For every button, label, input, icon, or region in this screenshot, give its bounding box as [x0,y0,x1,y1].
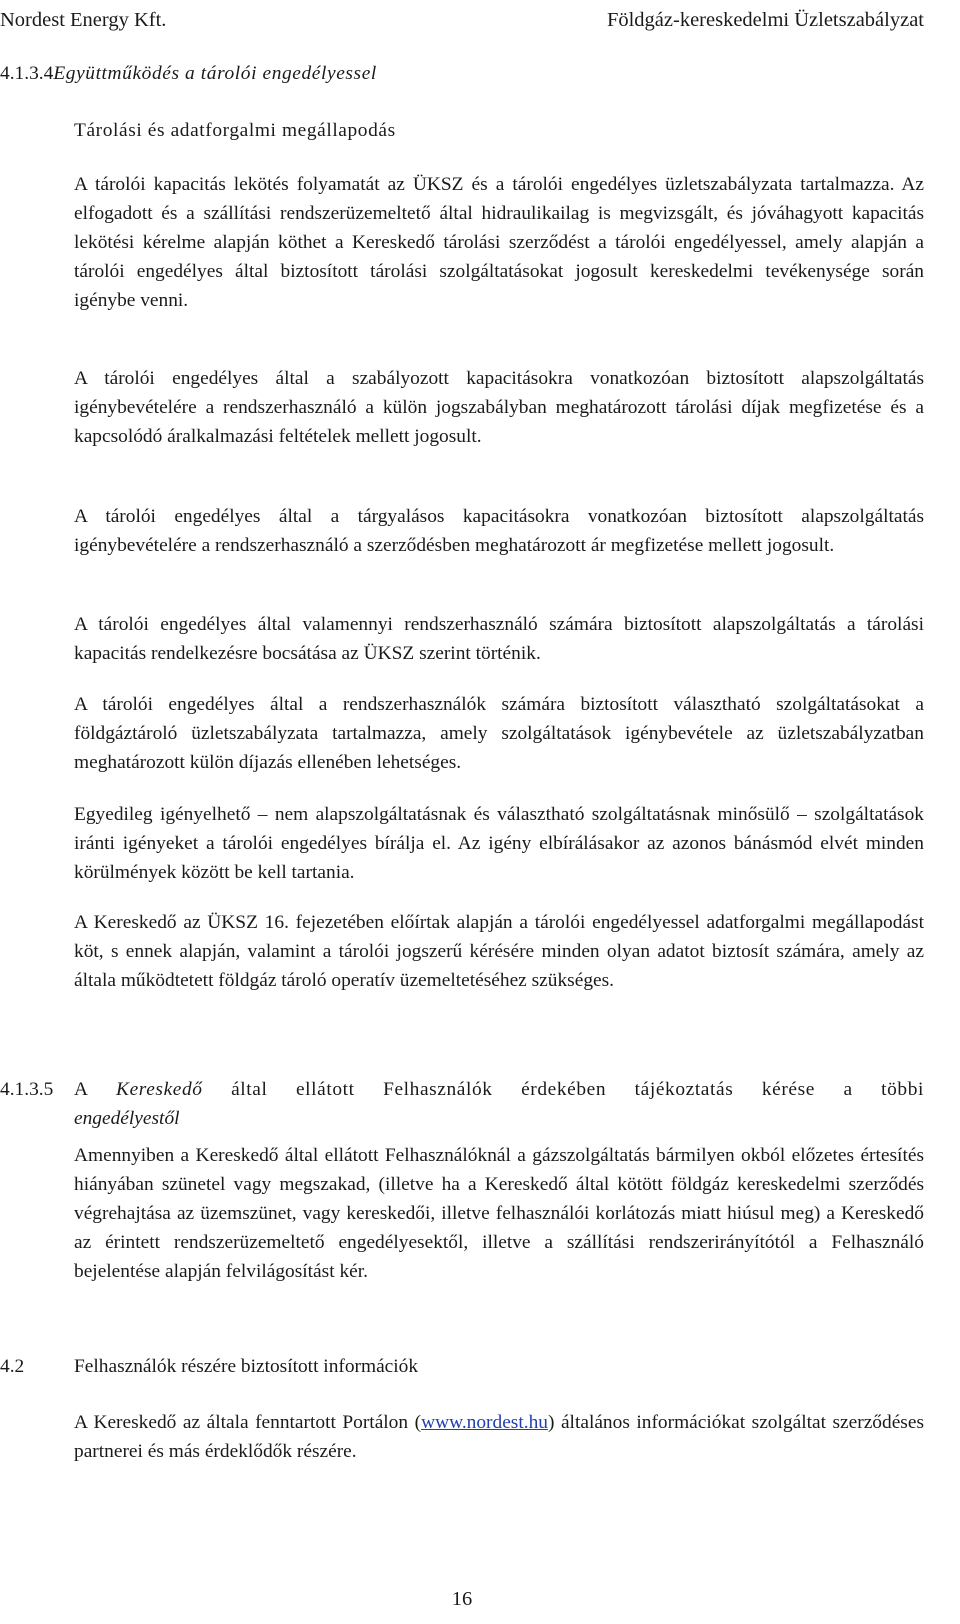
page-number: 16 [451,1588,473,1610]
portal-link[interactable]: www.nordest.hu [421,1412,548,1433]
paragraph: A tárolói engedélyes által a szabályozott kapacitásokra vonatkozóan biztosított alapszolgáltatás igénybevételére a rendszerhasználó a külön jogszabályban meghatározott tárolási díjak megfizetése és a kapcsolódó áralkalmazási feltételek mellett jogosult. [74,368,924,447]
section-4134-number: 4.1.3.4 [0,63,54,84]
text-span: A Kereskedő az általa fenntartott Portálon ( [74,1412,422,1433]
section-42-number: 4.2 [0,1356,25,1377]
section-4134-title: Együttműködés a tárolói engedélyessel [53,63,377,84]
header-company: Nordest Energy Kft. [0,9,167,31]
section-4135-title-part: Kereskedő [116,1079,203,1100]
section-4135-title-part: engedélyestől [74,1108,180,1129]
section-4135-title-part: által ellátott Felhasználók érdekében tájékoztatás kérése a többi [231,1079,925,1100]
paragraph: Egyedileg igényelhető – nem alapszolgáltatásnak és választható szolgáltatásnak minősülő – szolgáltatások iránti igényeket a tárolói engedélyes bírálja el. Az igény elbírálásakor az azonos bánásmód elvét minden körülmények között be kell tartania. [74,804,924,883]
paragraph: A tárolói engedélyes által a tárgyalásos kapacitásokra vonatkozóan biztosított alapszolgáltatás igénybevételére a rendszerhasználó a szerződésben meghatározott ár megfizetése mellett jogosult. [74,506,924,556]
section-42-title: Felhasználók részére biztosított információk [74,1356,419,1377]
paragraph: A tárolói engedélyes által valamennyi rendszerhasználó számára biztosított alapszolgáltatás a tárolási kapacitás rendelkezésre bocsátása az ÜKSZ szerint történik. [74,614,924,664]
paragraph: Amennyiben a Kereskedő által ellátott Felhasználóknál a gázszolgáltatás bármilyen okból előzetes értesítés hiányában szünetel vagy megszakad, (illetve ha a Kereskedő által kötött földgáz kereskedelmi szerződés végrehajtása az üzemszünet, vagy kereskedői, illetve felhasználói korlátozás miatt hiúsul meg) a Kereskedő az érintett rendszerüzemeltető engedélyesektől, illetve a szállítási rendszerirányítótól a Felhasználó bejelentése alapján felvilágosítást kér. [74,1145,924,1282]
section-4135-title-part: A [74,1079,88,1100]
text-span: ) általános információkat szolgáltat szerződéses partnerei és más érdeklődők részére. [74,1412,924,1462]
section-4134-subtitle: Tárolási és adatforgalmi megállapodás [74,120,396,141]
paragraph: A tárolói kapacitás lekötés folyamatát az ÜKSZ és a tárolói engedélyes üzletszabályzata tartalmazza. Az elfogadott és a szállítási rendszerüzemeltető által hidraulikailag is megvizsgált, és jóváhagyott kapacitás lekötési kérelme alapján köthet a Kereskedő tárolási szerződést a tárolói engedélyessel, amely alapján a tárolói engedélyes által biztosított tárolási szolgáltatásokat jogosult kereskedelmi tevékenysége során igénybe venni. [74,174,924,311]
paragraph [74,1408,924,1466]
paragraph: A tárolói engedélyes által a rendszerhasználók számára biztosított választható szolgáltatásokat a földgáztároló üzletszabályzata tartalmazza, amely szolgáltatások igénybevétele az üzletszabályzatban meghatározott külön díjazás ellenében lehetséges. [74,694,924,773]
header-document-title: Földgáz-kereskedelmi Üzletszabályzat [606,9,924,31]
section-4134-heading [0,59,377,88]
section-4135-number: 4.1.3.5 [0,1079,54,1100]
page-header [0,2,924,32]
paragraph: A Kereskedő az ÜKSZ 16. fejezetében előírtak alapján a tárolói engedélyessel adatforgalmi megállapodást köt, s ennek alapján, valamint a tárolói jogszerű kérésére minden olyan adatot biztosít számára, amely az általa működtetett földgáz tároló operatív üzemeltetéséhez szükséges. [74,912,924,991]
